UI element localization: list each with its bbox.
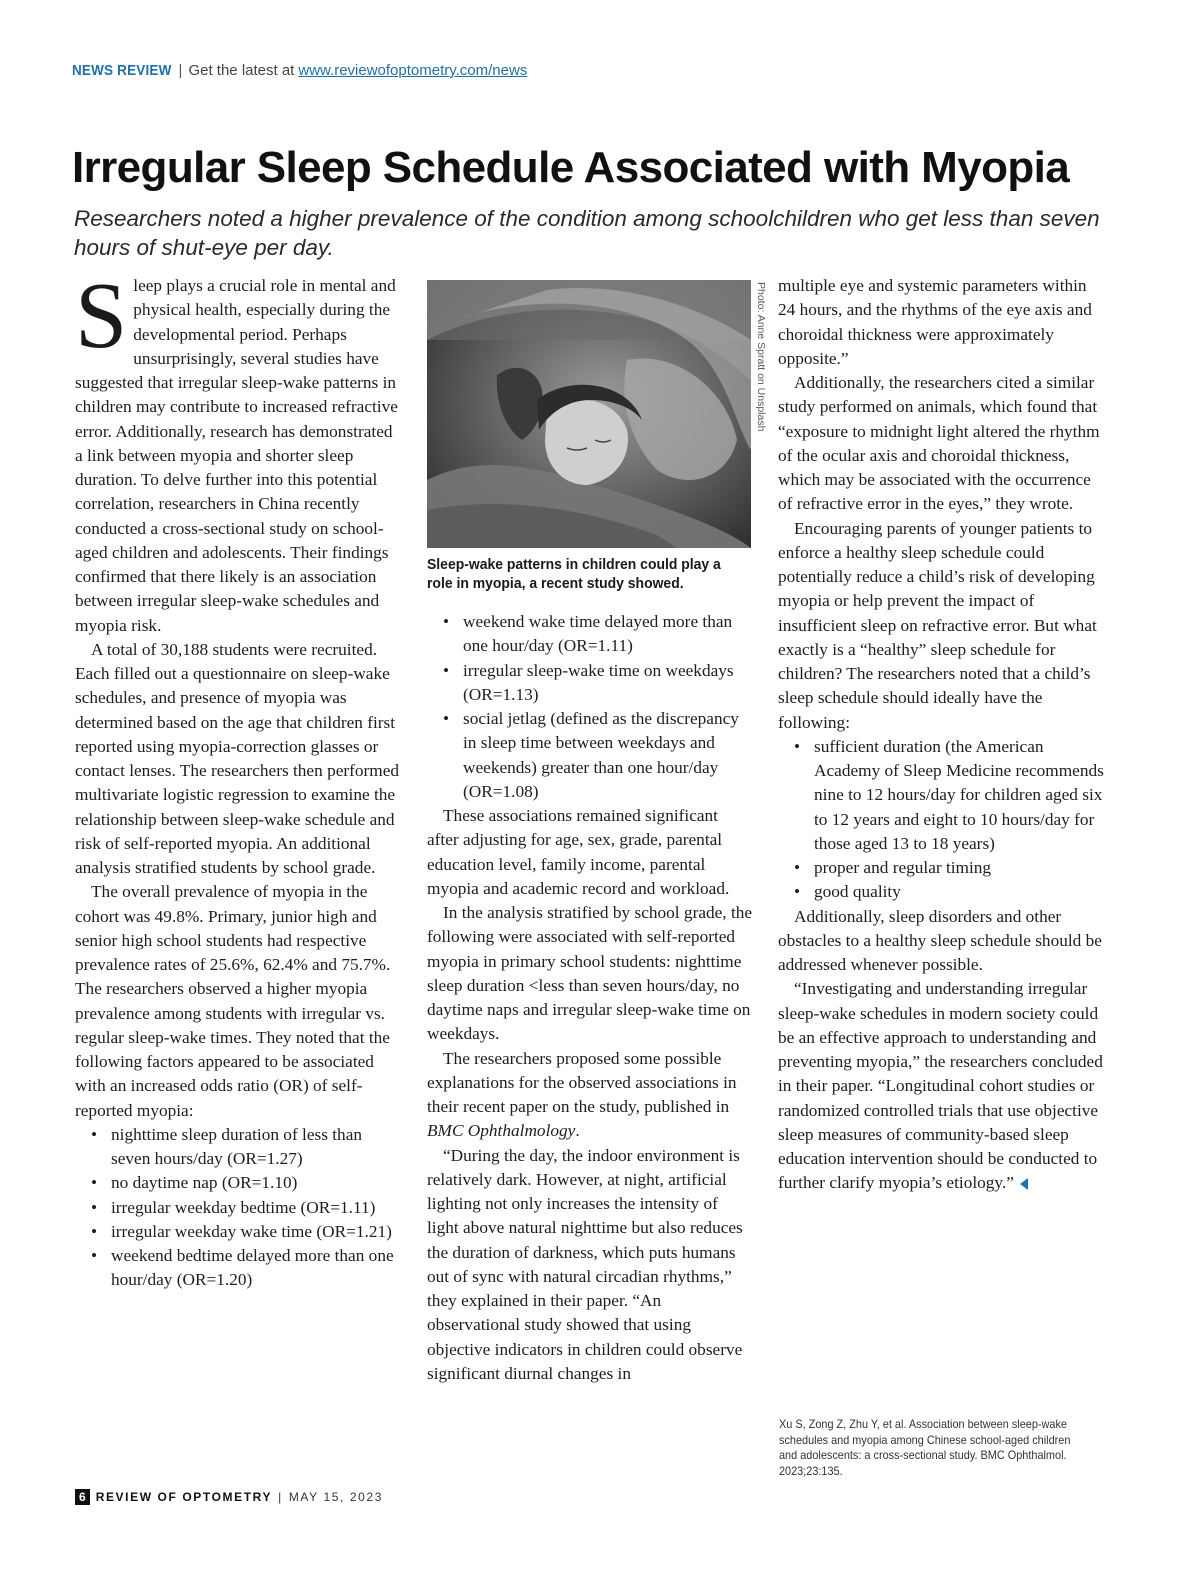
paragraph: The overall prevalence of myopia in the cohort was 49.8%. Primary, junior high and senior high school students had respective prevalence rates of 25.6%, 62.4% and 75.7%. The researchers observed a higher myopia prevalence among students with irregular vs. regular sleep-wake times. They noted that the following factors appeared to be associated with an increased odds ratio (OR) of self-reported myopia: [75,882,391,1120]
column-2 [427,274,753,1386]
list-item: • irregular weekday wake time (OR=1.21) [111,1220,400,1244]
paragraph [778,977,1104,1195]
paragraph-text: “Investigating and understanding irregular sleep-wake schedules in modern society could be an effective approach to understanding and preventing myopia,” the researchers concluded in their paper. “Longitudinal cohort studies or randomized controlled trials that use objective sleep measures of community-based sleep education intervention should be conducted to further clarify myopia’s etiology.” [778,979,1103,1193]
healthy-sleep-list [778,735,1104,905]
header-divider: | [178,62,183,79]
list-item: • proper and regular timing [814,856,1104,880]
paragraph-text-end: . [575,1121,580,1141]
factor-list-continued [427,610,753,804]
issue-date: MAY 15, 2023 [288,1490,383,1504]
header-lead-text: Get the latest at [188,62,295,79]
column-3 [778,274,1104,1196]
list-item: • weekend wake time delayed more than one hour/day (OR=1.11) [463,610,753,659]
reference-citation: Xu S, Zong Z, Zhu Y, et al. Association between sleep-wake schedules and myopia among Chinese school-aged children and adolescents: a cross-sectional study. BMC Ophthalmol. 2023;23:135. [779,1418,1071,1478]
list-item: • sufficient duration (the American Academy of Sleep Medicine recommends nine to 12 hours/day for children aged six to 12 years and eight to 10 hours/day for those aged 13 to 18 years) [814,735,1104,856]
paragraph: These associations remained significant after adjusting for age, sex, grade, parental education level, family income, parental myopia and academic record and workload. [427,806,730,898]
news-link[interactable]: www.reviewofoptometry.com/news [298,62,528,79]
publication-name: REVIEW OF OPTOMETRY [95,1490,273,1504]
list-item: • nighttime sleep duration of less than seven hours/day (OR=1.27) [111,1123,400,1172]
page-number: 6 [75,1489,90,1505]
photo-credit-text: Photo: Anne Spratt on Unsplash [755,282,767,432]
list-item: • irregular weekday bedtime (OR=1.11) [111,1196,400,1220]
paragraph-text: The researchers proposed some possible explanations for the observed associations in their recent paper on the study, published in [427,1048,737,1116]
photo-caption: Sleep-wake patterns in children could play a role in myopia, a recent study showed. [427,556,721,592]
paragraph: “During the day, the indoor environment is relatively dark. However, at night, artificial lighting not only increases the intensity of light above natural nighttime but also reduces the duration of darkness, which puts humans out of sync with natural circadian rhythms,” they explained in their paper. “An observational study showed that using objective indicators in children could observe significant diurnal changes in [427,1145,743,1383]
paragraph [75,264,400,638]
article-headline: Irregular Sleep Schedule Associated with Myopia [72,143,1070,192]
factor-list [75,1123,400,1293]
paragraph: Encouraging parents of younger patients to enforce a healthy sleep schedule could potentially reduce a child’s risk of developing myopia or help prevent the impact of insufficient sleep on refractive error. But what exactly is a “healthy” sleep schedule for children? The researchers noted that a child’s sleep schedule should ideally have the following: [778,518,1097,732]
paragraph: In the analysis stratified by school grade, the following were associated with self-reported myopia in primary school students: nighttime sleep duration <less than seven hours/day, no daytime naps and irregular sleep-wake time on weekdays. [427,903,753,1044]
column-1 [75,264,400,1293]
list-item: • irregular sleep-wake time on weekdays (OR=1.13) [463,659,753,708]
list-item: • good quality [814,880,1104,904]
paragraph-text: leep plays a crucial role in mental and physical health, especially during the developmental period. Perhaps unsurprisingly, several studies have suggested that irregular sleep-wake patterns in children may contribute to increased refractive error. Additionally, research has demonstrated a link between myopia and shorter sleep duration. To delve further into this potential correlation, researchers in China recently conducted a cross-sectional study on school-aged children and adolescents. Their findings confirmed that there likely is an association between irregular sleep-wake schedules and myopia risk. [75,276,398,635]
page-footer [75,1489,383,1505]
drop-cap: S [75,264,128,368]
footer-divider: | [278,1490,283,1504]
paragraph: Additionally, sleep disorders and other obstacles to a healthy sleep schedule should be addressed whenever possible. [778,906,1102,974]
list-item: • weekend bedtime delayed more than one hour/day (OR=1.20) [111,1244,400,1293]
paragraph: Additionally, the researchers cited a similar study performed on animals, which found that “exposure to midnight light altered the rhythm of the ocular axis and choroidal thickness, which may be associated with the occurrence of refractive error in the eyes,” they wrote. [778,373,1100,514]
end-mark-icon [1020,1178,1028,1190]
list-item: • no daytime nap (OR=1.10) [111,1171,400,1195]
section-header [72,62,527,79]
paragraph [427,1047,753,1144]
list-item: • social jetlag (defined as the discrepancy in sleep time between weekdays and weekends) greater than one hour/day (OR=1.08) [463,707,753,804]
article-deck: Researchers noted a higher prevalence of the condition among schoolchildren who get less than seven hours of shut-eye per day. [74,206,1100,260]
paragraph: multiple eye and systemic parameters within 24 hours, and the rhythms of the eye axis and choroidal thickness were approximately opposite.” [778,276,1092,368]
photo-credit [753,282,767,462]
paragraph: A total of 30,188 students were recruited. Each filled out a questionnaire on sleep-wake schedules, and presence of myopia was determined based on the age that children first reported using myopia-correction glasses or contact lenses. The researchers then performed multivariate logistic regression to examine the relationship between sleep-wake schedule and risk of self-reported myopia. An additional analysis stratified students by school grade. [75,639,400,877]
journal-title: BMC Ophthalmology [427,1121,576,1141]
section-label: NEWS REVIEW [72,62,172,79]
